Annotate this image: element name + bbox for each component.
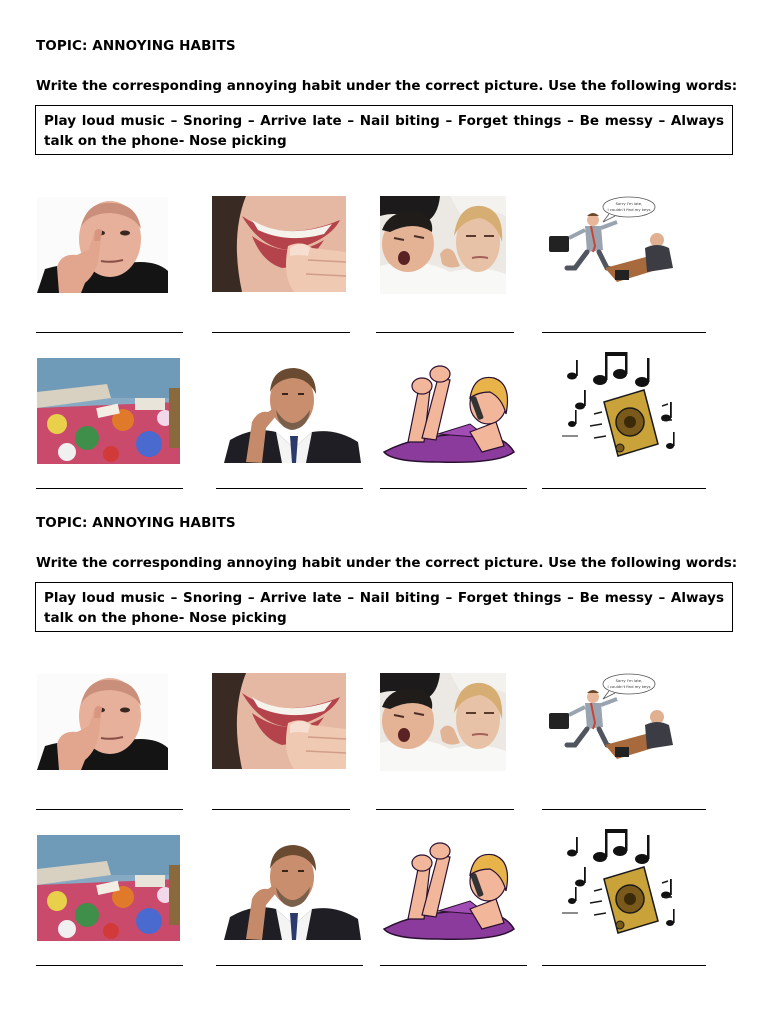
nail-biting-image — [212, 673, 346, 769]
instruction-text: Write the corresponding annoying habit under the correct picture. Use the following words: — [36, 555, 738, 571]
answer-line[interactable] — [212, 809, 350, 810]
always-talk-on-the-phone-image — [378, 839, 520, 943]
answer-line[interactable] — [376, 332, 514, 333]
play-loud-music-image — [558, 825, 686, 951]
answer-line[interactable] — [380, 965, 527, 966]
snoring-image — [380, 673, 506, 771]
speech-bubble-line-2: I couldn't find my keys — [607, 684, 651, 689]
be-messy-image — [37, 835, 180, 941]
arrive-late-picture — [545, 673, 677, 773]
always-talk-on-the-phone-picture — [378, 839, 520, 943]
instruction-text: Write the corresponding annoying habit under the correct picture. Use the following words: — [36, 78, 738, 94]
topic-title: TOPIC: ANNOYING HABITS — [36, 38, 236, 54]
answer-line[interactable] — [216, 965, 363, 966]
answer-line[interactable] — [212, 332, 350, 333]
nail-biting-picture — [212, 196, 346, 292]
answer-line[interactable] — [542, 332, 706, 333]
nose-picking-image — [37, 197, 168, 293]
forget-things-picture — [224, 841, 361, 940]
be-messy-picture — [37, 358, 180, 464]
word-bank-box: Play loud music – Snoring – Arrive late – Nail biting – Forget things – Be messy – Always talk on the phone- Nose picking — [35, 582, 733, 632]
always-talk-on-the-phone-image — [378, 362, 520, 466]
be-messy-image — [37, 358, 180, 464]
answer-line[interactable] — [542, 809, 706, 810]
speech-bubble-line-2: I couldn't find my keys — [607, 207, 651, 212]
arrive-late-image — [545, 673, 677, 773]
answer-line[interactable] — [376, 809, 514, 810]
snoring-picture — [380, 673, 506, 771]
answer-line[interactable] — [36, 809, 183, 810]
worksheet-1 — [0, 0, 768, 477]
speech-bubble-line-1: Sorry I'm late, — [615, 201, 643, 206]
arrive-late-image — [545, 196, 677, 296]
forget-things-picture — [224, 364, 361, 463]
always-talk-on-the-phone-picture — [378, 362, 520, 466]
forget-things-image — [224, 364, 361, 463]
nail-biting-picture — [212, 673, 346, 769]
answer-line[interactable] — [36, 332, 183, 333]
topic-title: TOPIC: ANNOYING HABITS — [36, 515, 236, 531]
answer-line[interactable] — [542, 965, 706, 966]
word-bank-box: Play loud music – Snoring – Arrive late – Nail biting – Forget things – Be messy – Always talk on the phone- Nose picking — [35, 105, 733, 155]
be-messy-picture — [37, 835, 180, 941]
play-loud-music-picture — [558, 348, 686, 474]
nose-picking-picture — [37, 197, 168, 293]
nail-biting-image — [212, 196, 346, 292]
nose-picking-image — [37, 674, 168, 770]
worksheet-2 — [0, 477, 768, 954]
play-loud-music-image — [558, 348, 686, 474]
nose-picking-picture — [37, 674, 168, 770]
forget-things-image — [224, 841, 361, 940]
snoring-picture — [380, 196, 506, 294]
speech-bubble-line-1: Sorry I'm late, — [615, 678, 643, 683]
play-loud-music-picture — [558, 825, 686, 951]
answer-line[interactable] — [36, 965, 183, 966]
arrive-late-picture — [545, 196, 677, 296]
snoring-image — [380, 196, 506, 294]
